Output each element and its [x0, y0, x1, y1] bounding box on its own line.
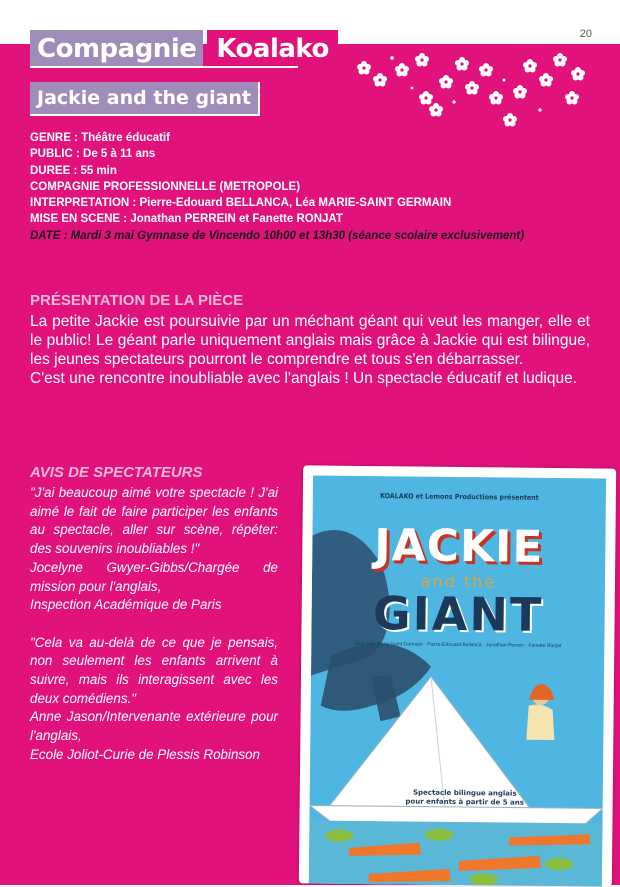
- review: [30, 634, 278, 765]
- info-date: DATE : Mardi 3 mai Gymnase de Vincendo 10h00 et 13h30 (séance scolaire exclusivement): [30, 229, 525, 242]
- review-author: Jocelyne Gwyer-Gibbs/Chargée de mission pour l'anglais,: [30, 559, 278, 594]
- presentation-text: [30, 312, 590, 388]
- poster-photo: [299, 465, 616, 886]
- review: [30, 484, 278, 615]
- poster-credits: Avec Léa Marie-Saint Germain · Pierre-Edouard Bellanca · Jonathan Perrein · Fanette Ronjat: [354, 640, 562, 650]
- info-genre: GENRE : Théâtre éducatif: [30, 132, 170, 144]
- title-underline: [30, 66, 298, 68]
- poster-tagline: Spectacle bilingue anglais pour enfants à partir de 5 ans: [405, 788, 524, 807]
- poster-title-top: JACKIE: [373, 520, 544, 573]
- show-info: [30, 130, 590, 244]
- presentation-paragraph: La petite Jackie est poursuivie par un méchant géant qui veut les manger, elle et le public! Le géant parle uniquement anglais mais grâce à Jackie qui est bilingue, les jeunes spectateurs pourront le comprendre et tous s'en débarrasser.: [30, 313, 590, 368]
- company-name: Koalako: [207, 30, 338, 68]
- review-author: Anne Jason/Intervenante extérieure pour l'anglais,: [30, 709, 278, 744]
- info-interpretation: INTERPRETATION : Pierre-Edouard BELLANCA, Léa MARIE-SAINT GERMAIN: [30, 197, 452, 210]
- review-organization: Ecole Joliot-Curie de Plessis Robinson: [30, 746, 260, 762]
- company-word: Compagnie: [30, 30, 203, 68]
- poster-title-bottom: GIANT: [372, 586, 544, 642]
- info-compagnie: COMPAGNIE PROFESSIONNELLE (METROPOLE): [30, 180, 301, 193]
- reviews: [30, 484, 278, 783]
- poster-title-mid: and the: [420, 571, 497, 592]
- info-duree: DUREE : 55 min: [30, 164, 117, 177]
- blossom-decoration-icon: [350, 40, 590, 140]
- review-quote: "Cela va au-delà de ce que je pensais, non seulement les enfants arrivent à suivre, mais ils interagissent avec les deux comédiens.": [30, 634, 278, 706]
- avis-heading: AVIS DE SPECTATEURS: [30, 464, 203, 481]
- presentation-paragraph: C'est une rencontre inoubliable avec l'anglais ! Un spectacle éducatif et ludique.: [30, 370, 578, 387]
- info-mise-en-scene: MISE EN SCENE : Jonathan PERREIN et Fanette RONJAT: [30, 213, 343, 226]
- presentation-heading: PRÉSENTATION DE LA PIÈCE: [30, 292, 244, 309]
- company-title: [30, 30, 338, 68]
- review-organization: Inspection Académique de Paris: [30, 597, 222, 613]
- poster-presents: KOALAKO et Lemons Productions présentent: [380, 492, 539, 502]
- show-poster: [309, 475, 606, 886]
- review-quote: "J'ai beaucoup aimé votre spectacle ! J'ai aimé le fait de faire participer les enfants au spectacle, aller sur scène, répéter: des souvenirs inoubliables !": [30, 485, 278, 557]
- info-public: PUBLIC : De 5 à 11 ans: [30, 148, 156, 161]
- show-title: Jackie and the giant: [30, 82, 260, 116]
- page-number: 20: [579, 28, 592, 40]
